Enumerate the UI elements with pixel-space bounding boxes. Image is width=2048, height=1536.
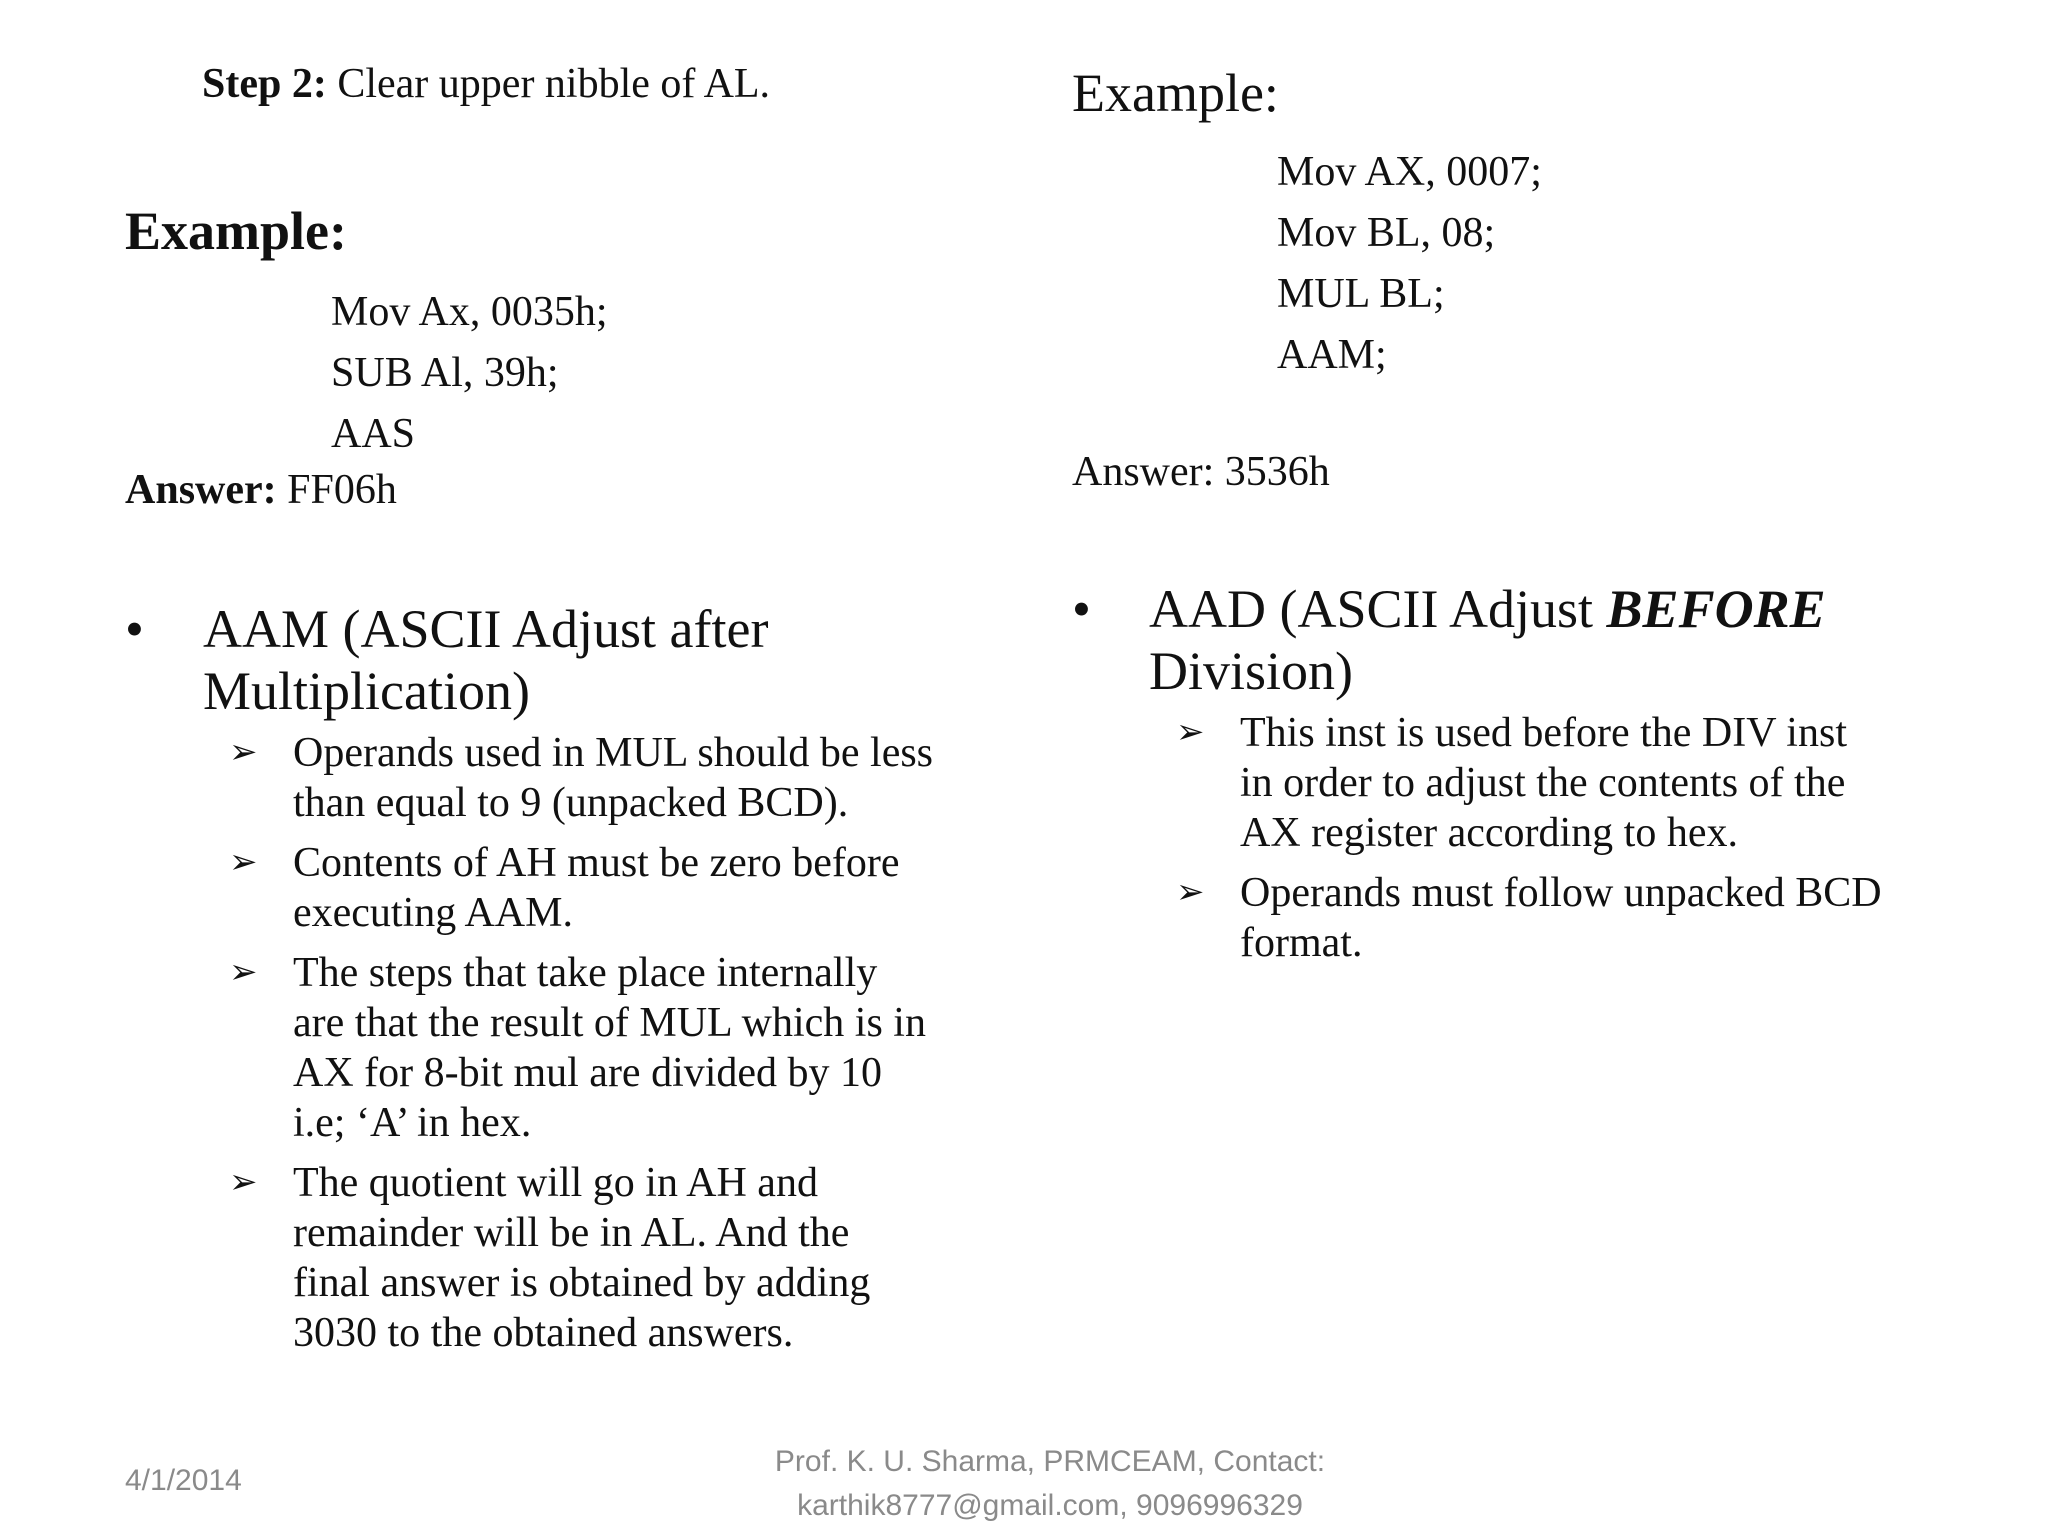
aad-title-line: Division) <box>1149 641 1354 701</box>
list-item-line: Operands must follow unpacked BCD <box>1240 870 1882 916</box>
left-example-heading: Example: <box>125 201 347 261</box>
list-item-line: AX for 8-bit mul are divided by 10 <box>293 1050 883 1096</box>
list-item-line: i.e; ‘A’ in hex. <box>293 1100 532 1146</box>
code-line: Mov BL, 08; <box>1277 210 1496 256</box>
aam-subpoints <box>125 728 1133 1358</box>
list-item-line: The steps that take place internally <box>293 950 878 996</box>
step-2-line <box>202 60 770 108</box>
left-answer <box>125 466 397 514</box>
aad-title-emphasis: BEFORE <box>1606 579 1826 639</box>
list-item-line: final answer is obtained by adding <box>293 1260 871 1306</box>
list-item-line: This inst is used before the DIV inst <box>1240 710 1847 756</box>
left-code-block <box>331 282 608 465</box>
code-line: SUB Al, 39h; <box>331 350 559 396</box>
aad-section <box>1072 578 2040 978</box>
aam-title-line: Multiplication) <box>203 661 530 721</box>
aad-bullet-heading <box>1072 578 2040 702</box>
aad-subpoints <box>1072 708 2040 968</box>
answer-label: Answer: <box>125 467 277 513</box>
code-line: MUL BL; <box>1277 271 1445 317</box>
credit-line: Prof. K. U. Sharma, PRMCEAM, Contact: <box>774 1445 1326 1478</box>
arrow-bullet-icon: ➢ <box>229 954 258 991</box>
aam-section <box>125 598 1133 1368</box>
code-line: AAM; <box>1277 332 1387 378</box>
right-code-block <box>1277 142 1542 386</box>
list-item-line: remainder will be in AL. And the <box>293 1210 850 1256</box>
step-label: Step 2: <box>202 61 327 107</box>
bullet-icon: • <box>1072 579 1091 639</box>
list-item <box>1176 708 2040 858</box>
code-line: Mov AX, 0007; <box>1277 149 1542 195</box>
footer-date: 4/1/2014 <box>125 1464 242 1497</box>
aam-title-line: AAM (ASCII Adjust after <box>203 599 769 659</box>
list-item-line: are that the result of MUL which is in <box>293 1000 926 1046</box>
step-text: Clear upper nibble of AL. <box>337 61 771 107</box>
arrow-bullet-icon: ➢ <box>229 844 258 881</box>
aad-title-line <box>1149 578 2040 640</box>
footer-credit <box>700 1440 1400 1528</box>
answer-value: FF06h <box>287 467 397 513</box>
list-item-line: in order to adjust the contents of the <box>1240 760 1846 806</box>
code-line: AAS <box>331 411 416 457</box>
list-item <box>1176 868 2040 968</box>
list-item-line: Contents of AH must be zero before <box>293 840 900 886</box>
credit-line: karthik8777@gmail.com, 9096996329 <box>797 1489 1303 1522</box>
list-item-line: 3030 to the obtained answers. <box>293 1310 794 1356</box>
right-example-heading: Example: <box>1072 63 1279 123</box>
arrow-bullet-icon: ➢ <box>1176 714 1205 751</box>
right-answer: Answer: 3536h <box>1072 449 1330 495</box>
code-line: Mov Ax, 0035h; <box>331 289 608 335</box>
list-item <box>229 948 1133 1148</box>
list-item-line: than equal to 9 (unpacked BCD). <box>293 780 849 826</box>
list-item <box>229 838 1133 938</box>
bullet-icon: • <box>125 599 144 659</box>
list-item-line: The quotient will go in AH and <box>293 1160 818 1206</box>
aam-bullet-heading <box>125 598 1133 722</box>
arrow-bullet-icon: ➢ <box>229 734 258 771</box>
list-item-line: Operands used in MUL should be less <box>293 730 934 776</box>
list-item-line: format. <box>1240 920 1363 966</box>
list-item-line: AX register according to hex. <box>1240 810 1738 856</box>
list-item <box>229 1158 1133 1358</box>
aad-title-prefix: AAD (ASCII Adjust <box>1149 579 1607 639</box>
list-item <box>229 728 1133 828</box>
arrow-bullet-icon: ➢ <box>229 1164 258 1201</box>
list-item-line: executing AAM. <box>293 890 573 936</box>
arrow-bullet-icon: ➢ <box>1176 874 1205 911</box>
